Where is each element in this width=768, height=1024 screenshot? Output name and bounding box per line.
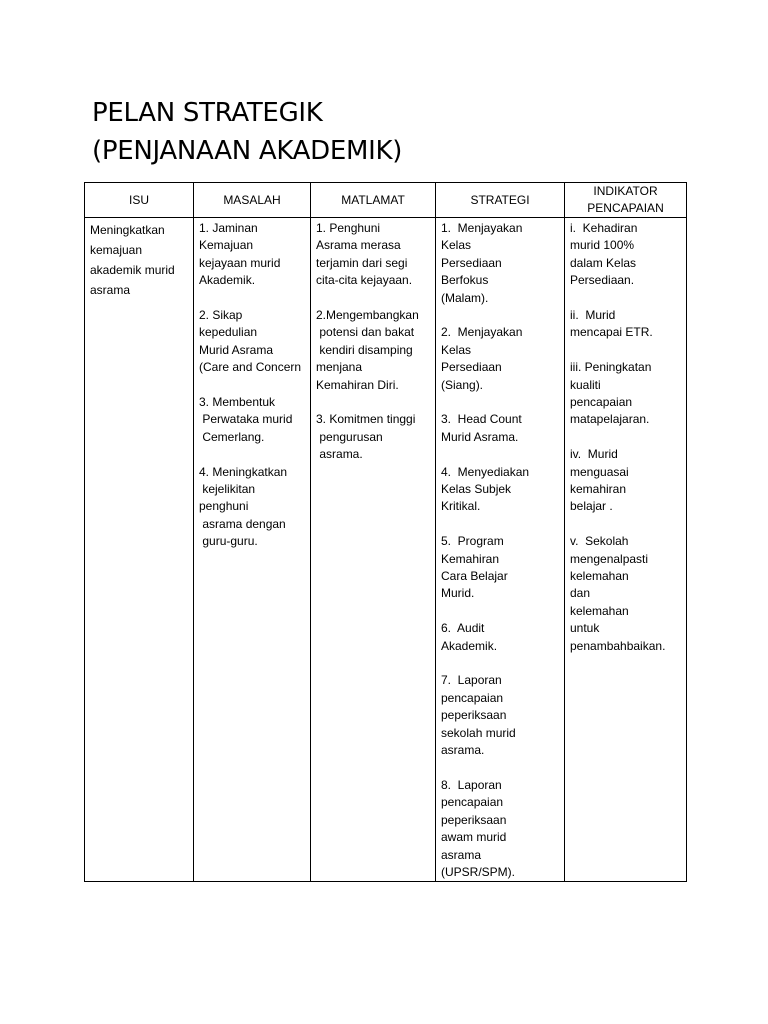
strategi-item-3: 3. Head Count Murid Asrama. bbox=[441, 412, 522, 444]
indikator-item-4: iv. Murid menguasai kemahiran belajar . bbox=[570, 447, 629, 514]
masalah-item-1: 1. Jaminan Kemajuan kejayaan murid Akademik. bbox=[199, 221, 281, 288]
masalah-item-2: 2. Sikap kepedulian Murid Asrama (Care and Concern bbox=[199, 308, 302, 375]
strategi-item-6: 6. Audit Akademik. bbox=[441, 621, 498, 653]
document-title bbox=[92, 94, 402, 170]
masalah-cell bbox=[194, 218, 311, 882]
strategic-plan-table bbox=[84, 182, 687, 882]
strategi-item-2: 2. Menjayakan Kelas Persediaan (Siang). bbox=[441, 325, 523, 392]
masalah-item-3: 3. Membentuk Perwataka murid Cemerlang. bbox=[199, 395, 293, 444]
matlamat-item-3: 3. Komitmen tinggi pengurusan asrama. bbox=[316, 412, 416, 462]
title-line-2: (PENJANAAN AKADEMIK) bbox=[92, 136, 403, 166]
matlamat-item-1: 1. Penghuni Asrama merasa terjamin dari segi cita-cita kejayaan. bbox=[316, 221, 413, 288]
header-matlamat: MATLAMAT bbox=[311, 183, 436, 218]
strategi-cell bbox=[436, 218, 565, 882]
indikator-item-1: i. Kehadiran murid 100% dalam Kelas Persediaan. bbox=[570, 221, 638, 288]
header-isu: ISU bbox=[85, 183, 194, 218]
indikator-item-5: v. Sekolah mengenalpasti kelemahan dan kelemahan untuk penambahbaikan. bbox=[570, 534, 666, 653]
strategi-item-1: 1. Menjayakan Kelas Persediaan Berfokus (Malam). bbox=[441, 221, 523, 305]
isu-cell bbox=[85, 218, 194, 882]
title-line-1: PELAN STRATEGIK bbox=[92, 98, 323, 128]
matlamat-cell bbox=[311, 218, 436, 882]
table-row bbox=[85, 218, 687, 882]
masalah-item-4: 4. Meningkatkan kejelikitan penghuni asrama dengan guru-guru. bbox=[199, 464, 288, 549]
table-header-row bbox=[85, 183, 687, 218]
matlamat-item-2: 2.Mengembangkan potensi dan bakat kendiri disamping menjana Kemahiran Diri. bbox=[316, 308, 419, 392]
indikator-item-3: iii. Peningkatan kualiti pencapaian matapelajaran. bbox=[570, 360, 652, 427]
strategi-item-8: 8. Laporan pencapaian peperiksaan awam murid asrama (UPSR/SPM). bbox=[441, 777, 516, 879]
isu-text: Meningkatkan kemajuan akademik murid asrama bbox=[90, 223, 175, 297]
indikator-cell bbox=[565, 218, 687, 882]
strategi-item-4: 4. Menyediakan Kelas Subjek Kritikal. bbox=[441, 464, 530, 514]
header-masalah: MASALAH bbox=[194, 183, 311, 218]
header-strategi: STRATEGI bbox=[436, 183, 565, 218]
strategi-item-7: 7. Laporan pencapaian peperiksaan sekolah murid asrama. bbox=[441, 673, 516, 758]
indikator-item-2: ii. Murid mencapai ETR. bbox=[570, 308, 653, 340]
header-indikator: INDIKATOR PENCAPAIAN bbox=[565, 183, 687, 218]
strategi-item-5: 5. Program Kemahiran Cara Belajar Murid. bbox=[441, 534, 508, 601]
